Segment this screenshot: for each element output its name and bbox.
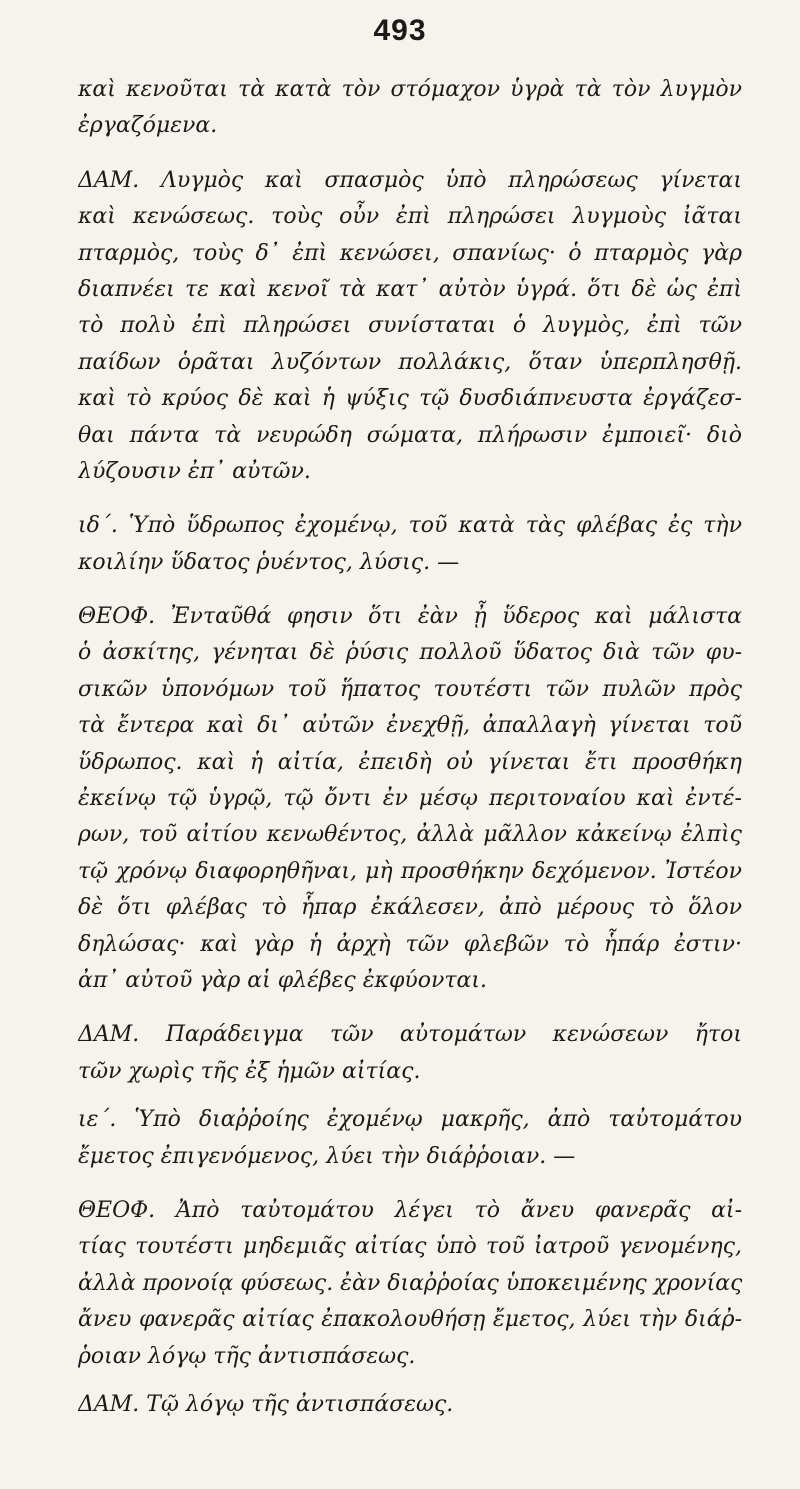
commentary-theophilus — [78, 1193, 742, 1375]
text-line: τῷ χρόνῳ διαφορηθῆναι, μὴ προσθήκην δεχόμενον. Ἰστέον — [78, 858, 742, 884]
text-line: ιε΄. Ὑπὸ διαῤῥοίης ἐχομένῳ μακρῆς, ἀπὸ ταὐτομάτου — [78, 1107, 742, 1133]
text-line: ἄνευ φανερᾶς αἰτίας ἐπακολουθήσῃ ἔμετος, λύει τὴν διάῤ- — [78, 1307, 742, 1333]
text-line: τίας τουτέστι μηδεμιᾶς αἰτίας ὑπὸ τοῦ ἰατροῦ γενομένης, — [78, 1234, 742, 1260]
commentary-damascius — [78, 1387, 742, 1423]
text-line: δὲ ὅτι φλέβας τὸ ἧπαρ ἐκάλεσεν, ἀπὸ μέρους τὸ ὅλον — [78, 895, 742, 921]
text-line: διαπνέει τε καὶ κενοῖ τὰ κατ᾽ αὐτὸν ὑγρά. ὅτι δὲ ὡς ἐπὶ — [78, 276, 742, 302]
text-line: ιδ΄. Ὑπὸ ὕδρωπος ἐχομένῳ, τοῦ κατὰ τὰς φλέβας ἐς τὴν — [78, 513, 742, 539]
text-line: καὶ κενώσεως. τοὺς οὖν ἐπὶ πληρώσει λυγμοὺς ἰᾶται — [78, 204, 742, 230]
page-number: 493 — [373, 14, 427, 47]
text-line: καὶ τὸ κρύος δὲ καὶ ἡ ψύξις τῷ δυσδιάπνευστα ἐργάζεσ- — [78, 386, 742, 412]
text-line: παίδων ὁρᾶται λυζόντων πολλάκις, ὅταν ὑπερπλησθῇ. — [78, 349, 742, 375]
paragraph-continuation — [78, 72, 742, 145]
commentary-damascius — [78, 1017, 742, 1090]
text-line: ἔμετος ἐπιγενόμενος, λύει τὴν διάῤῥοιαν. — — [78, 1143, 576, 1169]
text-line: σικῶν ὑπονόμων τοῦ ἥπατος τουτέστι τῶν πυλῶν πρὸς — [78, 676, 742, 702]
text-line: ἐκείνῳ τῷ ὑγρῷ, τῷ ὄντι ἐν μέσῳ περιτοναίου καὶ ἐντέ- — [78, 786, 742, 812]
text-line: καὶ κενοῦται τὰ κατὰ τὸν στόμαχον ὑγρὰ τὰ τὸν λυγμὸν — [78, 77, 742, 102]
text-line: ἐργαζόμενα. — [78, 113, 218, 139]
text-line: ΔΑΜ. Λυγμὸς καὶ σπασμὸς ὑπὸ πληρώσεως γίνεται — [78, 167, 742, 193]
text-line: ἀλλὰ προνοίᾳ φύσεως. ἐὰν διαῤῥοίας ὑποκειμένης χρονίας — [78, 1270, 742, 1296]
text-line: πταρμὸς, τοὺς δ᾽ ἐπὶ κενώσει, σπανίως· ὁ πταρμὸς γὰρ — [78, 240, 742, 266]
text-line: τὰ ἔντερα καὶ δι᾽ αὐτῶν ἐνεχθῇ, ἀπαλλαγὴ γίνεται τοῦ — [78, 713, 742, 739]
aphorism-14 — [78, 508, 742, 581]
text-line: ὁ ἀσκίτης, γένηται δὲ ῥύσις πολλοῦ ὕδατος διὰ τῶν φυ- — [78, 640, 742, 666]
text-line: ρων, τοῦ αἰτίου κενωθέντος, ἀλλὰ μᾶλλον κἀκείνῳ ἐλπὶς — [78, 822, 742, 848]
aphorism-15 — [78, 1102, 742, 1175]
commentary-theophilus — [78, 599, 742, 999]
text-line: ῥοιαν λόγῳ τῆς ἀντισπάσεως. — [78, 1343, 416, 1369]
text-line: θαι πάντα τὰ νευρώδη σώματα, πλήρωσιν ἐμποιεῖ· διὸ — [78, 422, 742, 448]
text-line: τῶν χωρὶς τῆς ἐξ ἡμῶν αἰτίας. — [78, 1058, 421, 1084]
text-line: ΘΕΟΦ. Ἐνταῦθά φησιν ὅτι ἐὰν ᾖ ὕδερος καὶ μάλιστα — [78, 604, 742, 630]
text-line: ΔΑΜ. Τῷ λόγῳ τῆς ἀντισπάσεως. — [78, 1391, 454, 1417]
commentary-damascius — [78, 163, 742, 491]
text-line: ΘΕΟΦ. Ἀπὸ ταὐτομάτου λέγει τὸ ἄνευ φανερᾶς αἰ- — [78, 1197, 742, 1223]
page-text — [78, 72, 742, 1423]
text-line: τὸ πολὺ ἐπὶ πληρώσει συνίσταται ὁ λυγμὸς, ἐπὶ τῶν — [78, 313, 742, 339]
text-line: λύζουσιν ἐπ᾽ αὐτῶν. — [78, 458, 311, 484]
text-line: ΔΑΜ. Παράδειγμα τῶν αὐτομάτων κενώσεων ἤτοι — [78, 1022, 742, 1048]
text-line: ὕδρωπος. καὶ ἡ αἰτία, ἐπειδὴ οὐ γίνεται ἔτι προσθήκη — [78, 749, 742, 775]
text-line: δηλώσας· καὶ γὰρ ἡ ἀρχὴ τῶν φλεβῶν τὸ ἧπάρ ἐστιν· — [78, 931, 742, 957]
text-line: κοιλίην ὕδατος ῥυέντος, λύσις. — — [78, 549, 460, 575]
text-line: ἀπ᾽ αὐτοῦ γὰρ αἱ φλέβες ἐκφύονται. — [78, 967, 487, 993]
